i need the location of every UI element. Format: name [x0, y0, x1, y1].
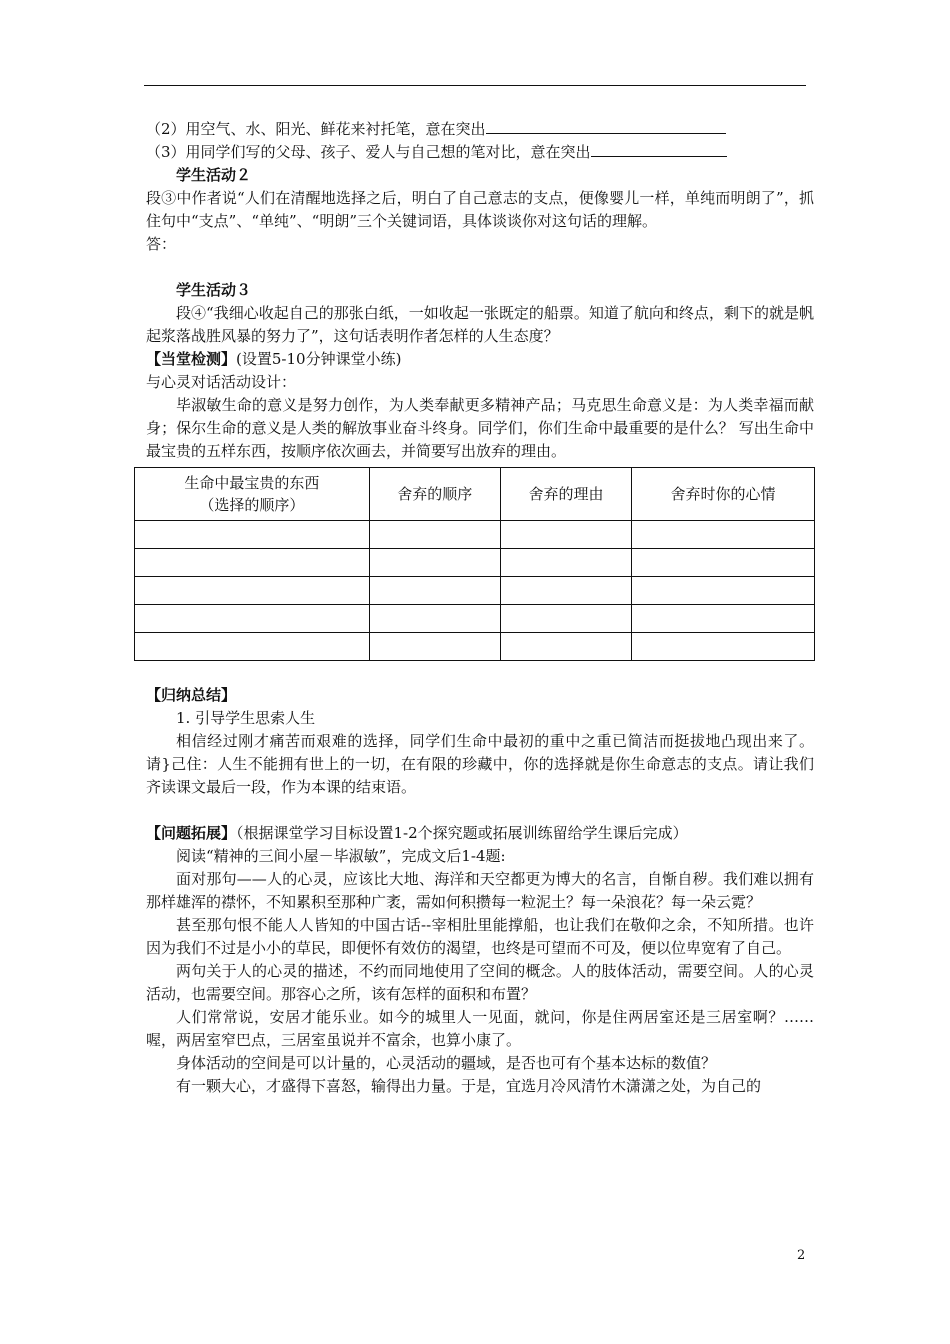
line-2: （2）用空气、水、阳光、鲜花来衬托笔，意在突出: [146, 118, 814, 141]
summary-heading: 【归纳总结】: [146, 686, 237, 704]
reading-paragraph-2: 甚至那句恨不能人人皆知的中国古话--宰相肚里能撑船，也让我们在敬仰之余，不知所措。也许因为我们不过是小小的草民，即便怀有效仿的渴望，也终是可望而不可及，便以位卑宽宥了自己。: [146, 916, 814, 957]
extend-intro: 阅读“精神的三间小屋－毕淑敏”，完成文后1-4题:: [176, 847, 506, 865]
reading-paragraph-5: 身体活动的空间是可以计量的，心灵活动的疆域，是否也可有个基本达标的数值？: [176, 1054, 717, 1072]
activity-2-text: 段③中作者说“人们在清醒地选择之后，明白了自己意志的支点，便像婴儿一样，单纯而明朗了”，抓住句中“支点”、“单纯”、“明朗”三个关键词语，具体谈谈你对这句话的理解。: [146, 189, 814, 230]
table-row: [135, 521, 815, 549]
reading-paragraph-4: 人们常常说，安居才能乐业。如今的城里人一见面，就问，你是住两居室还是三居室啊？……喔，两居室窄巴点，三居室虽说并不富余，也算小康了。: [146, 1008, 814, 1049]
check-heading: 【当堂检测】(设置5-10分钟课堂小练): [146, 350, 402, 368]
page-content: [146, 118, 814, 1098]
answer-blank-1[interactable]: [486, 119, 726, 134]
table-row: [135, 577, 815, 605]
choice-table: [134, 467, 815, 661]
answer-blank-2[interactable]: [591, 142, 727, 157]
header-rule: [144, 85, 806, 86]
table-header-feeling: 舍弃时你的心情: [632, 468, 815, 521]
reading-paragraph-3: 两句关于人的心灵的描述，不约而同地使用了空间的概念。人的肢体活动，需要空间。人的心灵活动，也需要空间。那容心之所，该有怎样的面积和布置？: [146, 962, 814, 1003]
page-number: 2: [797, 1248, 806, 1263]
table-row: [135, 549, 815, 577]
table-header-reason: 舍弃的理由: [500, 468, 631, 521]
table-row: [135, 605, 815, 633]
table-row: [135, 633, 815, 661]
extend-heading: 【问题拓展】（根据课堂学习目标设置1-2个探究题或拓展训练留给学生课后完成）: [146, 824, 688, 842]
answer-label: 答：: [146, 235, 177, 253]
summary-text: 相信经过刚才痛苦而艰难的选择，同学们生命中最初的重中之重已简洁而挺拔地凸现出来了。请}己住：人生不能拥有世上的一切，在有限的珍藏中，你的选择就是你生命意志的支点。请让我们齐读课文最后一段，作为本课的结束语。: [146, 732, 814, 796]
activity-2-title: 学生活动２: [176, 166, 252, 184]
dialog-text: 毕淑敏生命的意义是努力创作，为人类奉献更多精神产品；马克思生命意义是：为人类幸福而献身；保尔生命的意义是人类的解放事业奋斗终身。同学们，你们生命中最重要的是什么？ 写出生命中最宝贵的五样东西，按顺序依次画去，并简要写出放弃的理由。: [146, 396, 814, 460]
summary-item-1: 1. 引导学生思索人生: [176, 709, 316, 727]
table-header-order: 舍弃的顺序: [369, 468, 500, 521]
table-header-valuable: 生命中最宝贵的东西 （选择的顺序）: [135, 468, 370, 521]
reading-paragraph-1: 面对那句——人的心灵，应该比大地、海洋和天空都更为博大的名言，自惭自秽。我们难以拥有那样雄浑的襟怀，不知累积至那种广袤，需如何积攒每一粒泥土？每一朵浪花？每一朵云霓？: [146, 870, 814, 911]
activity-3-title: 学生活动３: [176, 281, 252, 299]
activity-3-text: 段④“我细心收起自己的那张白纸，一如收起一张既定的船票。知道了航向和终点，剩下的就是帆起浆落战胜风暴的努力了”，这句话表明作者怎样的人生态度？: [146, 304, 814, 345]
dialog-heading: 与心灵对话活动设计：: [146, 373, 297, 391]
line-3: （3）用同学们写的父母、孩子、爱人与自己想的笔对比，意在突出: [146, 141, 814, 164]
reading-paragraph-6: 有一颗大心，才盛得下喜怒，输得出力量。于是，宜选月冷风清竹木潇潇之处，为自己的: [176, 1077, 762, 1095]
